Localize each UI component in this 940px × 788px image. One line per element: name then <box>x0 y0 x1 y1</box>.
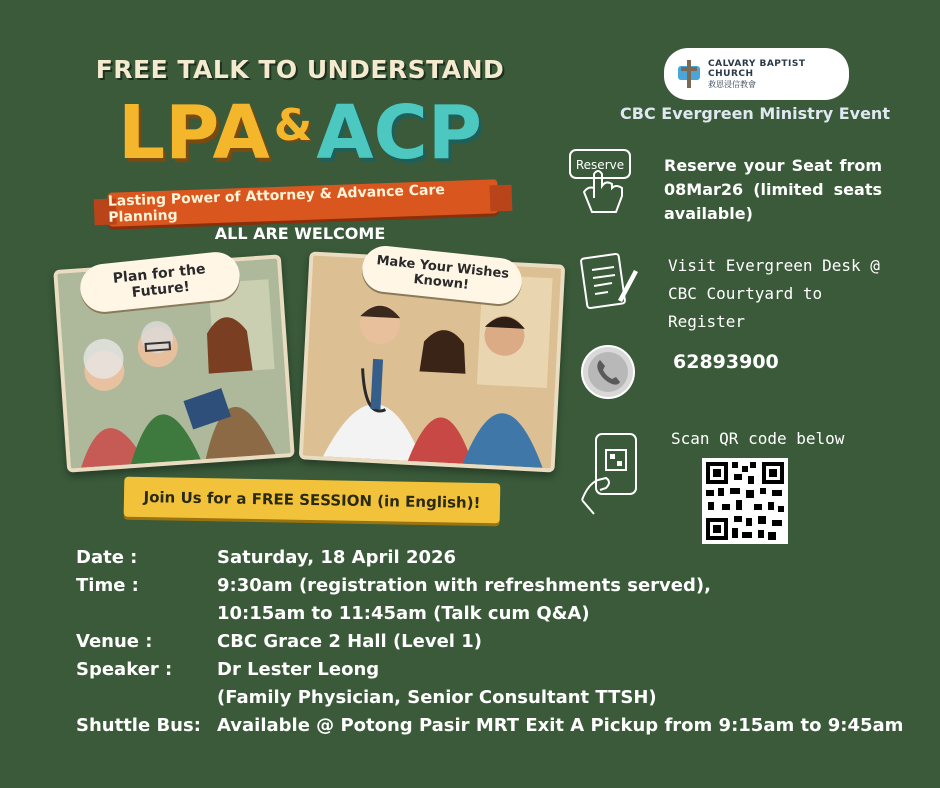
qr-code[interactable] <box>702 458 788 544</box>
speech-bubble-plan: Plan for the Future! <box>78 250 242 314</box>
detail-label: Speaker : <box>76 659 173 680</box>
title-lpa: LPA <box>117 90 270 176</box>
welcome-text: ALL ARE WELCOME <box>214 224 386 243</box>
church-logo <box>664 48 849 100</box>
detail-value: Available @ Potong Pasir MRT Exit A Pickup from 9:15am to 9:45am <box>217 715 904 736</box>
title-acp: ACP <box>316 90 483 176</box>
detail-value: (Family Physician, Senior Consultant TTSH) <box>217 687 657 708</box>
ribbon-banner: Lasting Power of Attorney & Advance Care Planning <box>108 179 499 227</box>
event-details <box>76 544 926 740</box>
detail-date <box>76 544 926 572</box>
speech-bubble-wishes: Make Your Wishes Known! <box>360 244 524 306</box>
detail-value: CBC Grace 2 Hall (Level 1) <box>217 631 482 652</box>
detail-value: 9:30am (registration with refreshments served), <box>217 575 711 596</box>
detail-label: Venue : <box>76 631 153 652</box>
detail-venue <box>76 628 926 656</box>
phone-number: 62893900 <box>673 351 779 373</box>
headline-subtitle: FREE TALK TO UNDERSTAND <box>95 55 505 84</box>
headline-title <box>90 86 510 176</box>
church-name-chinese: 救恩浸信教會 <box>708 79 756 89</box>
detail-label: Time : <box>76 575 139 596</box>
clipboard-pen-icon <box>578 250 642 314</box>
cross-icon <box>678 60 700 88</box>
reserve-hand-icon <box>568 148 632 212</box>
detail-value: Saturday, 18 April 2026 <box>217 547 457 568</box>
detail-value: Dr Lester Leong <box>217 659 380 680</box>
phone-icon <box>580 344 644 408</box>
detail-time <box>76 572 926 628</box>
reserve-text: Reserve your Seat from 08Mar26 (limited seats available) <box>664 156 882 223</box>
phone-qr-scan-icon <box>578 430 642 494</box>
event-title: CBC Evergreen Ministry Event <box>620 104 890 123</box>
detail-speaker <box>76 656 926 712</box>
title-ampersand: & <box>273 100 313 151</box>
headline <box>90 55 510 176</box>
visit-text: Visit Evergreen Desk @ CBC Courtyard to Register <box>668 256 880 331</box>
reserve-icon-label: Reserve <box>575 158 625 172</box>
church-name: CALVARY BAPTIST CHURCH <box>708 58 806 79</box>
join-banner: Join Us for a FREE SESSION (in English)! <box>124 477 501 524</box>
detail-shuttle-bus <box>76 712 926 740</box>
detail-label: Shuttle Bus: <box>76 715 201 736</box>
detail-label: Date : <box>76 547 138 568</box>
detail-value: 10:15am to 11:45am (Talk cum Q&A) <box>217 603 590 624</box>
scan-text: Scan QR code below <box>671 429 845 448</box>
